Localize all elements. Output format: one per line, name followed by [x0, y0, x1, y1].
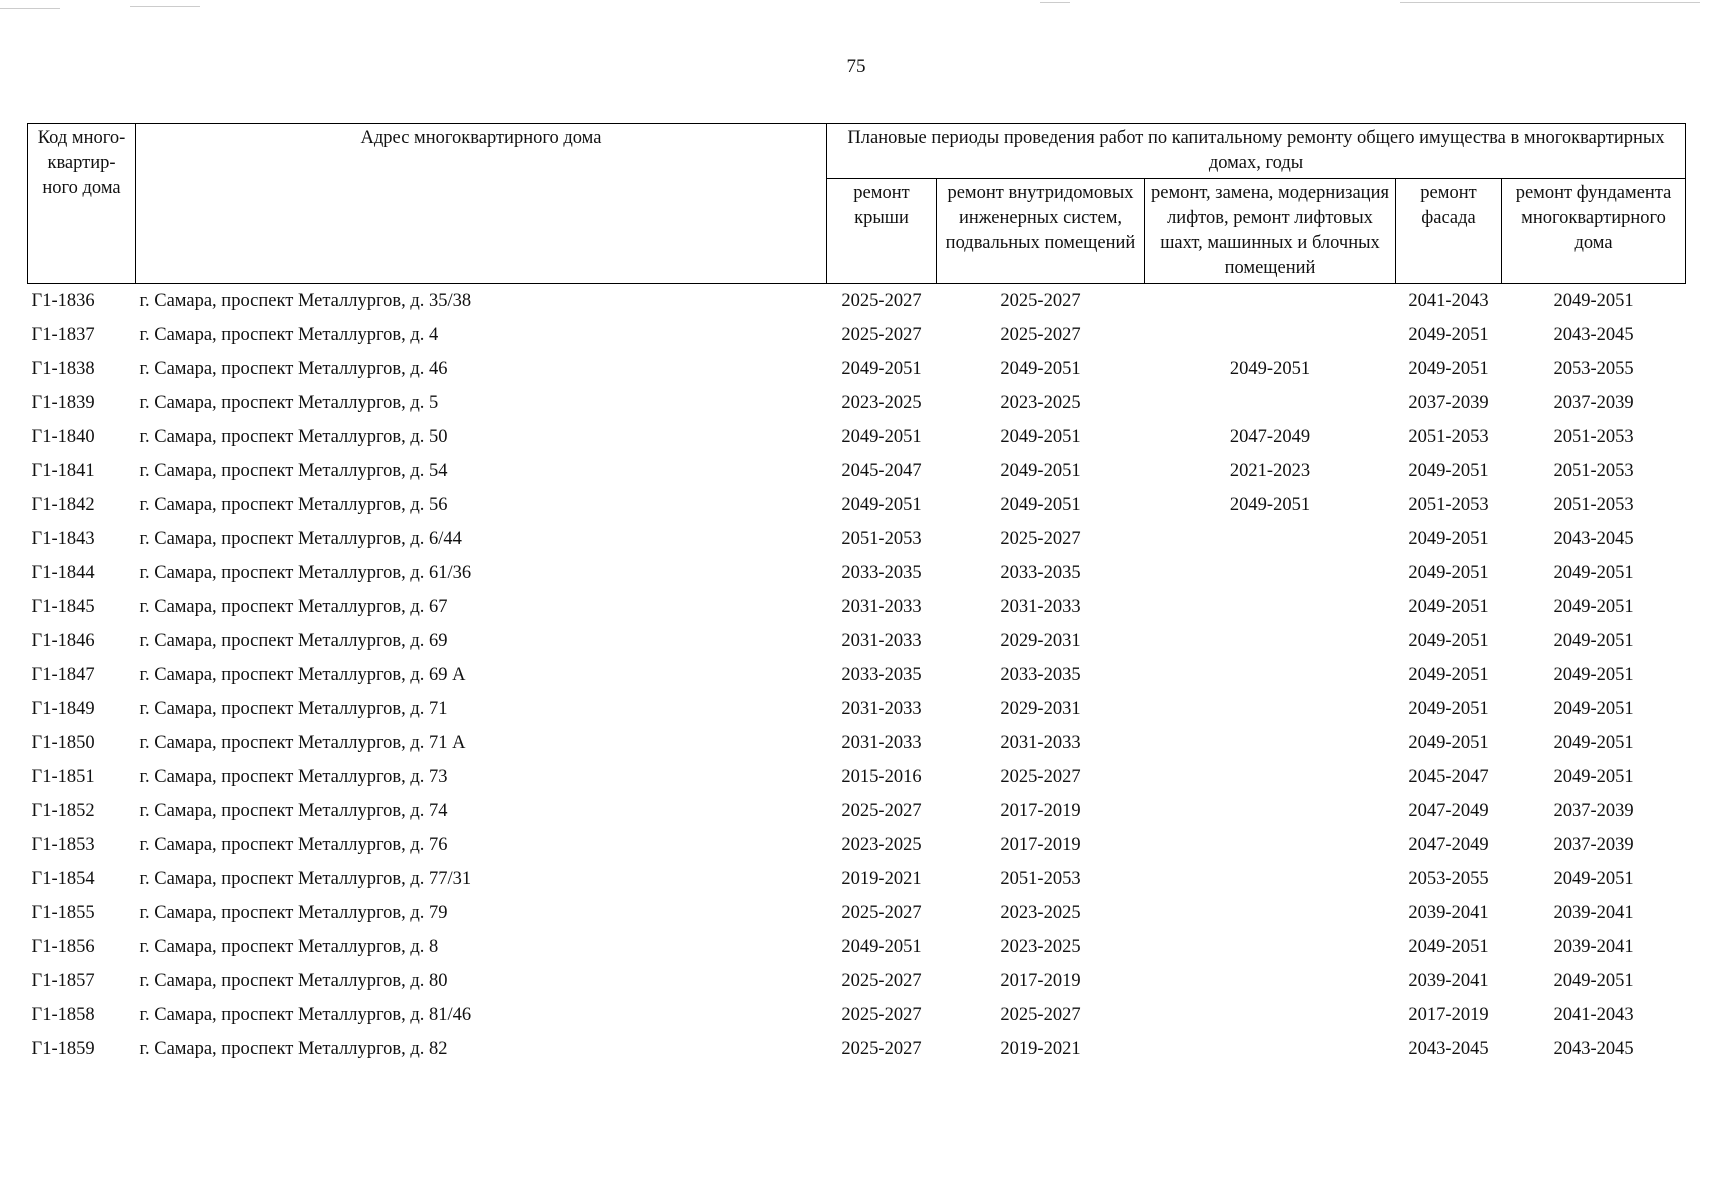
cell-elevators: [1145, 624, 1396, 658]
cell-elevators: [1145, 964, 1396, 998]
cell-engineering: 2049-2051: [1000, 426, 1081, 447]
cell-code: Г1-1836: [31, 290, 95, 311]
cell-foundation: 2041-2043: [1553, 1004, 1634, 1025]
cell-facade: 2049-2051: [1408, 698, 1489, 719]
cell-elevators: [1145, 726, 1396, 760]
cell-elevators: [1145, 284, 1396, 319]
repair-schedule-table: [27, 123, 1686, 1066]
cell-elevators: [1145, 590, 1396, 624]
cell-facade: 2049-2051: [1408, 528, 1489, 549]
cell-code: Г1-1837: [31, 324, 95, 345]
cell-facade: 2049-2051: [1408, 596, 1489, 617]
cell-elevators: [1145, 862, 1396, 896]
cell-facade: 2051-2053: [1408, 494, 1489, 515]
cell-facade: 2043-2045: [1408, 1038, 1489, 1059]
cell-roof: 2023-2025: [841, 392, 922, 413]
cell-code: Г1-1839: [31, 392, 95, 413]
cell-facade: 2037-2039: [1408, 392, 1489, 413]
cell-code: Г1-1855: [31, 902, 95, 923]
cell-code: Г1-1853: [31, 834, 95, 855]
cell-roof: 2015-2016: [841, 766, 922, 787]
cell-foundation: 2049-2051: [1553, 732, 1634, 753]
cell-code: Г1-1852: [31, 800, 95, 821]
cell-roof: 2031-2033: [841, 596, 922, 617]
cell-elevators: 2049-2051: [1229, 358, 1311, 379]
cell-engineering: 2051-2053: [1000, 868, 1081, 889]
cell-roof: 2025-2027: [841, 1038, 922, 1059]
cell-foundation: 2039-2041: [1553, 936, 1634, 957]
cell-engineering: 2033-2035: [1000, 664, 1081, 685]
table-header: [28, 124, 1686, 284]
cell-foundation: 2043-2045: [1553, 324, 1634, 345]
cell-facade: 2017-2019: [1408, 1004, 1489, 1025]
cell-code: Г1-1847: [31, 664, 95, 685]
cell-address: г. Самара, проспект Металлургов, д. 69: [139, 630, 448, 651]
cell-elevators: [1145, 318, 1396, 352]
cell-engineering: 2029-2031: [1000, 698, 1081, 719]
cell-foundation: 2039-2041: [1553, 902, 1634, 923]
cell-code: Г1-1850: [31, 732, 95, 753]
table-row: [28, 522, 1686, 556]
cell-roof: 2031-2033: [841, 732, 922, 753]
cell-address: г. Самара, проспект Металлургов, д. 54: [139, 460, 448, 481]
cell-elevators: 2047-2049: [1229, 426, 1311, 447]
cell-roof: 2025-2027: [841, 902, 922, 923]
cell-code: Г1-1838: [31, 358, 95, 379]
table-row: [28, 964, 1686, 998]
table-row: [28, 998, 1686, 1032]
cell-engineering: 2025-2027: [1000, 766, 1081, 787]
cell-foundation: 2049-2051: [1553, 698, 1634, 719]
table-row: [28, 930, 1686, 964]
cell-engineering: 2017-2019: [1000, 834, 1081, 855]
header-address: Адрес многоквартирного дома: [136, 124, 827, 284]
cell-engineering: 2029-2031: [1000, 630, 1081, 651]
header-foundation: ремонт фундамента многоквартирного дома: [1502, 179, 1686, 284]
cell-engineering: 2023-2025: [1000, 392, 1081, 413]
cell-roof: 2025-2027: [841, 324, 922, 345]
cell-foundation: 2037-2039: [1553, 800, 1634, 821]
cell-address: г. Самара, проспект Металлургов, д. 56: [139, 494, 448, 515]
table-row: [28, 862, 1686, 896]
cell-code: Г1-1849: [31, 698, 95, 719]
cell-facade: 2049-2051: [1408, 324, 1489, 345]
cell-roof: 2025-2027: [841, 290, 922, 311]
cell-address: г. Самара, проспект Металлургов, д. 67: [139, 596, 448, 617]
cell-address: г. Самара, проспект Металлургов, д. 74: [139, 800, 448, 821]
cell-address: г. Самара, проспект Металлургов, д. 77/31: [139, 868, 472, 889]
cell-roof: 2025-2027: [841, 1004, 922, 1025]
cell-roof: 2051-2053: [841, 528, 922, 549]
cell-code: Г1-1845: [31, 596, 95, 617]
cell-facade: 2049-2051: [1408, 664, 1489, 685]
cell-engineering: 2025-2027: [1000, 290, 1081, 311]
cell-roof: 2031-2033: [841, 630, 922, 651]
cell-foundation: 2049-2051: [1553, 868, 1634, 889]
cell-facade: 2049-2051: [1408, 732, 1489, 753]
cell-engineering: 2049-2051: [1000, 460, 1081, 481]
scan-artifact: [1040, 2, 1070, 3]
cell-code: Г1-1858: [31, 1004, 95, 1025]
cell-engineering: 2023-2025: [1000, 936, 1081, 957]
cell-code: Г1-1844: [31, 562, 95, 583]
cell-facade: 2047-2049: [1408, 834, 1489, 855]
cell-address: г. Самара, проспект Металлургов, д. 8: [139, 936, 439, 957]
cell-engineering: 2025-2027: [1000, 1004, 1081, 1025]
cell-code: Г1-1851: [31, 766, 95, 787]
cell-foundation: 2037-2039: [1553, 834, 1634, 855]
cell-address: г. Самара, проспект Металлургов, д. 71 А: [139, 732, 466, 753]
cell-elevators: [1145, 760, 1396, 794]
header-code: Код много-квартир-ного дома: [28, 124, 136, 284]
cell-facade: 2051-2053: [1408, 426, 1489, 447]
cell-roof: 2033-2035: [841, 664, 922, 685]
cell-code: Г1-1843: [31, 528, 95, 549]
cell-facade: 2053-2055: [1408, 868, 1489, 889]
cell-engineering: 2025-2027: [1000, 324, 1081, 345]
cell-code: Г1-1846: [31, 630, 95, 651]
page-number: 75: [846, 56, 866, 77]
header-roof: ремонт крыши: [827, 179, 937, 284]
table-row: [28, 1032, 1686, 1066]
table-row: [28, 352, 1686, 386]
cell-elevators: [1145, 1032, 1396, 1066]
cell-address: г. Самара, проспект Металлургов, д. 4: [139, 324, 439, 345]
cell-roof: 2049-2051: [841, 494, 922, 515]
cell-engineering: 2031-2033: [1000, 732, 1081, 753]
table-row: [28, 692, 1686, 726]
cell-address: г. Самара, проспект Металлургов, д. 82: [139, 1038, 448, 1059]
cell-facade: 2041-2043: [1408, 290, 1489, 311]
table-row: [28, 896, 1686, 930]
table-row: [28, 828, 1686, 862]
cell-code: Г1-1842: [31, 494, 95, 515]
cell-foundation: 2049-2051: [1553, 970, 1634, 991]
table-row: [28, 556, 1686, 590]
cell-elevators: [1145, 896, 1396, 930]
cell-elevators: [1145, 658, 1396, 692]
cell-roof: 2049-2051: [841, 936, 922, 957]
cell-foundation: 2049-2051: [1553, 562, 1634, 583]
cell-elevators: 2021-2023: [1229, 460, 1311, 481]
cell-facade: 2049-2051: [1408, 358, 1489, 379]
cell-address: г. Самара, проспект Металлургов, д. 5: [139, 392, 439, 413]
cell-address: г. Самара, проспект Металлургов, д. 73: [139, 766, 448, 787]
cell-address: г. Самара, проспект Металлургов, д. 35/38: [139, 290, 472, 311]
table-row: [28, 454, 1686, 488]
cell-engineering: 2025-2027: [1000, 528, 1081, 549]
cell-roof: 2045-2047: [841, 460, 922, 481]
header-periods-group: Плановые периоды проведения работ по капитальному ремонту общего имущества в многоквартирных домах, годы: [827, 124, 1686, 179]
cell-foundation: 2053-2055: [1553, 358, 1634, 379]
cell-engineering: 2017-2019: [1000, 970, 1081, 991]
table-row: [28, 658, 1686, 692]
cell-foundation: 2037-2039: [1553, 392, 1634, 413]
cell-elevators: [1145, 692, 1396, 726]
cell-roof: 2023-2025: [841, 834, 922, 855]
cell-foundation: 2043-2045: [1553, 1038, 1634, 1059]
table-row: [28, 284, 1686, 319]
cell-facade: 2047-2049: [1408, 800, 1489, 821]
cell-address: г. Самара, проспект Металлургов, д. 61/36: [139, 562, 472, 583]
cell-foundation: 2049-2051: [1553, 290, 1634, 311]
cell-elevators: [1145, 556, 1396, 590]
cell-foundation: 2043-2045: [1553, 528, 1634, 549]
cell-facade: 2039-2041: [1408, 902, 1489, 923]
cell-engineering: 2049-2051: [1000, 494, 1081, 515]
cell-foundation: 2051-2053: [1553, 460, 1634, 481]
cell-roof: 2025-2027: [841, 970, 922, 991]
cell-foundation: 2049-2051: [1553, 766, 1634, 787]
cell-elevators: [1145, 794, 1396, 828]
table-row: [28, 318, 1686, 352]
cell-roof: 2033-2035: [841, 562, 922, 583]
cell-roof: 2049-2051: [841, 426, 922, 447]
cell-engineering: 2017-2019: [1000, 800, 1081, 821]
cell-address: г. Самара, проспект Металлургов, д. 50: [139, 426, 448, 447]
header-facade: ремонт фасада: [1396, 179, 1502, 284]
cell-address: г. Самара, проспект Металлургов, д. 71: [139, 698, 448, 719]
scan-artifact: [1400, 2, 1700, 3]
cell-foundation: 2049-2051: [1553, 664, 1634, 685]
cell-elevators: [1145, 930, 1396, 964]
table-row: [28, 386, 1686, 420]
cell-code: Г1-1841: [31, 460, 95, 481]
cell-foundation: 2051-2053: [1553, 426, 1634, 447]
cell-elevators: [1145, 386, 1396, 420]
scan-artifact: [0, 8, 60, 9]
cell-foundation: 2049-2051: [1553, 596, 1634, 617]
cell-elevators: [1145, 522, 1396, 556]
header-elevators: ремонт, замена, модернизация лифтов, ремонт лифтовых шахт, машинных и блочных помещений: [1145, 179, 1396, 284]
cell-foundation: 2051-2053: [1553, 494, 1634, 515]
table-body: [28, 284, 1686, 1067]
cell-address: г. Самара, проспект Металлургов, д. 79: [139, 902, 448, 923]
cell-facade: 2045-2047: [1408, 766, 1489, 787]
cell-code: Г1-1854: [31, 868, 95, 889]
cell-engineering: 2031-2033: [1000, 596, 1081, 617]
cell-foundation: 2049-2051: [1553, 630, 1634, 651]
cell-facade: 2049-2051: [1408, 460, 1489, 481]
cell-address: г. Самара, проспект Металлургов, д. 69 А: [139, 664, 466, 685]
table-row: [28, 726, 1686, 760]
scan-artifact: [130, 6, 200, 7]
cell-roof: 2025-2027: [841, 800, 922, 821]
cell-facade: 2049-2051: [1408, 936, 1489, 957]
table-row: [28, 794, 1686, 828]
table-row: [28, 624, 1686, 658]
cell-address: г. Самара, проспект Металлургов, д. 6/44: [139, 528, 462, 549]
cell-address: г. Самара, проспект Металлургов, д. 80: [139, 970, 448, 991]
cell-roof: 2019-2021: [841, 868, 922, 889]
cell-engineering: 2023-2025: [1000, 902, 1081, 923]
cell-address: г. Самара, проспект Металлургов, д. 46: [139, 358, 448, 379]
cell-facade: 2039-2041: [1408, 970, 1489, 991]
cell-facade: 2049-2051: [1408, 562, 1489, 583]
table-row: [28, 420, 1686, 454]
table-row: [28, 488, 1686, 522]
cell-roof: 2049-2051: [841, 358, 922, 379]
cell-roof: 2031-2033: [841, 698, 922, 719]
cell-engineering: 2049-2051: [1000, 358, 1081, 379]
table-row: [28, 590, 1686, 624]
cell-address: г. Самара, проспект Металлургов, д. 76: [139, 834, 448, 855]
cell-elevators: [1145, 998, 1396, 1032]
cell-elevators: 2049-2051: [1229, 494, 1311, 515]
cell-code: Г1-1840: [31, 426, 95, 447]
cell-code: Г1-1856: [31, 936, 95, 957]
table-row: [28, 760, 1686, 794]
cell-code: Г1-1859: [31, 1038, 95, 1059]
header-engineering: ремонт внутридомовых инженерных систем, подвальных помещений: [937, 179, 1145, 284]
cell-elevators: [1145, 828, 1396, 862]
cell-code: Г1-1857: [31, 970, 95, 991]
cell-engineering: 2019-2021: [1000, 1038, 1081, 1059]
cell-facade: 2049-2051: [1408, 630, 1489, 651]
cell-address: г. Самара, проспект Металлургов, д. 81/46: [139, 1004, 472, 1025]
cell-engineering: 2033-2035: [1000, 562, 1081, 583]
